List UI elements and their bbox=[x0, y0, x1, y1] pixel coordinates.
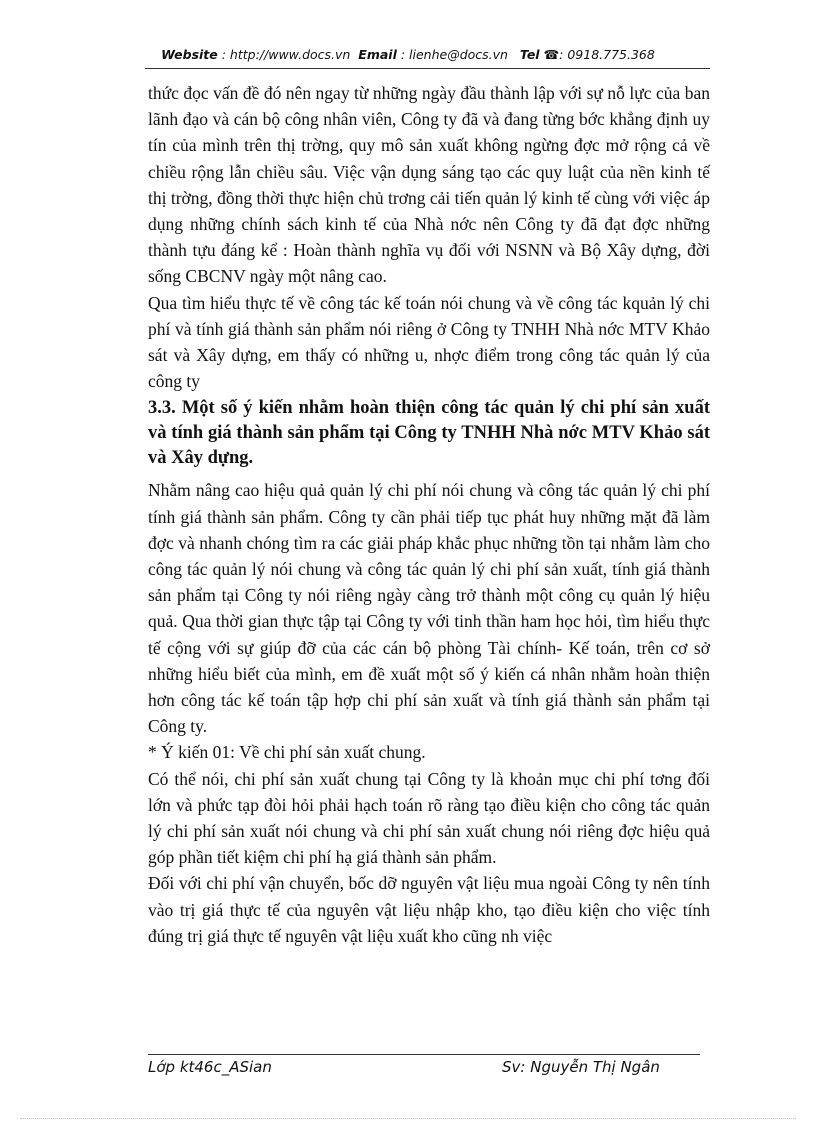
paragraph-1: thức đọc vấn đề đó nên ngay từ những ngày đầu thành lập với sự nỗ lực của ban lãnh đạo và cán bộ công nhân viên, Công ty đã và đang từng bớc khẳng định uy tín của mình trên thị trờng, quy mô sản xuất không ngừng đợc mở rộng cả về chiều rộng lẫn chiều sâu. Việc vận dụng sáng tạo các quy luật của nền kinh tế thị trờng, đồng thời thực hiện chủ trơng cải tiến quản lý kinh tế cùng với việc áp dụng những chính sách kinh tế của Nhà nớc nên Công ty đã đạt đợc những thành tựu đáng kể : Hoàn thành nghĩa vụ đối với NSNN và Bộ Xây dựng, đời sống CBCNV ngày một nâng cao. bbox=[148, 83, 710, 287]
paragraph-6: Đối với chi phí vận chuyển, bốc dỡ nguyên vật liệu mua ngoài Công ty nên tính vào trị giá thực tế của nguyên vật liệu nhập kho, tạo điều kiện cho việc tính đúng trị giá thực tế nguyên vật liệu xuất kho cũng nh việc bbox=[148, 873, 710, 946]
tel-label: Tel bbox=[519, 47, 540, 62]
website-url[interactable]: : http://www.docs.vn bbox=[221, 47, 351, 62]
page-boundary bbox=[20, 1118, 796, 1119]
paragraph-5: Có thể nói, chi phí sản xuất chung tại Công ty là khoản mục chi phí tơng đối lớn và phức tạp đòi hỏi phải hạch toán rõ ràng tạo điều kiện cho công tác quản lý chi phí sản xuất nói chung và chi phí sản xuất chung nói riêng đợc hiệu quả góp phần tiết kiệm chi phí hạ giá thành sản phẩm. bbox=[148, 768, 710, 868]
footer-student: Sv: Nguyễn Thị Ngân bbox=[502, 1058, 660, 1076]
footer-divider bbox=[148, 1054, 700, 1055]
email-value[interactable]: : lienhe@docs.vn bbox=[400, 47, 508, 62]
footer-class: Lớp kt46c_ASian bbox=[148, 1058, 272, 1076]
paragraph-4: * Ý kiến 01: Về chi phí sản xuất chung. bbox=[148, 742, 426, 763]
tel-value: : 0918.775.368 bbox=[559, 47, 655, 62]
email-label: Email bbox=[358, 47, 397, 62]
phone-icon: ☎ bbox=[543, 47, 560, 62]
document-body bbox=[148, 80, 710, 949]
page-header bbox=[0, 47, 816, 62]
header-divider bbox=[145, 68, 710, 69]
paragraph-2: Qua tìm hiểu thực tế về công tác kế toán nói chung và về công tác kquản lý chi phí và tính giá thành sản phẩm nói riêng ở Công ty TNHH Nhà nớc MTV Khảo sát và Xây dựng, em thấy có những u, nhợc điểm trong công tác quản lý của công ty bbox=[148, 292, 710, 392]
section-heading: 3.3. Một số ý kiến nhằm hoàn thiện công tác quản lý chi phí sản xuất và tính giá thành sản phẩm tại Công ty TNHH Nhà nớc MTV Khảo sát và Xây dựng. bbox=[148, 398, 710, 469]
website-label: Website bbox=[161, 47, 218, 62]
paragraph-3: Nhằm nâng cao hiệu quả quản lý chi phí nói chung và công tác quản lý chi phí tính giá thành sản phẩm. Công ty cần phải tiếp tục phát huy những mặt đã làm đợc và nhanh chóng tìm ra các giải pháp khắc phục những tồn tại nhằm làm cho công tác quản lý nói chung và công tác quản lý chi phí sản xuất, tính giá thành sản phẩm tại Công ty nói riêng ngày càng trở thành một công cụ quản lý hiệu quả. Qua thời gian thực tập tại Công ty với tinh thần ham học hỏi, tìm hiểu thực tế cộng với sự giúp đỡ của các cán bộ phòng Tài chính- Kế toán, trên cơ sở những hiểu biết của mình, em đề xuất một số ý kiến cá nhân nhằm hoàn thiện hơn công tác kế toán tập hợp chi phí sản xuất và tính giá thành sản phẩm tại Công ty. bbox=[148, 480, 710, 737]
